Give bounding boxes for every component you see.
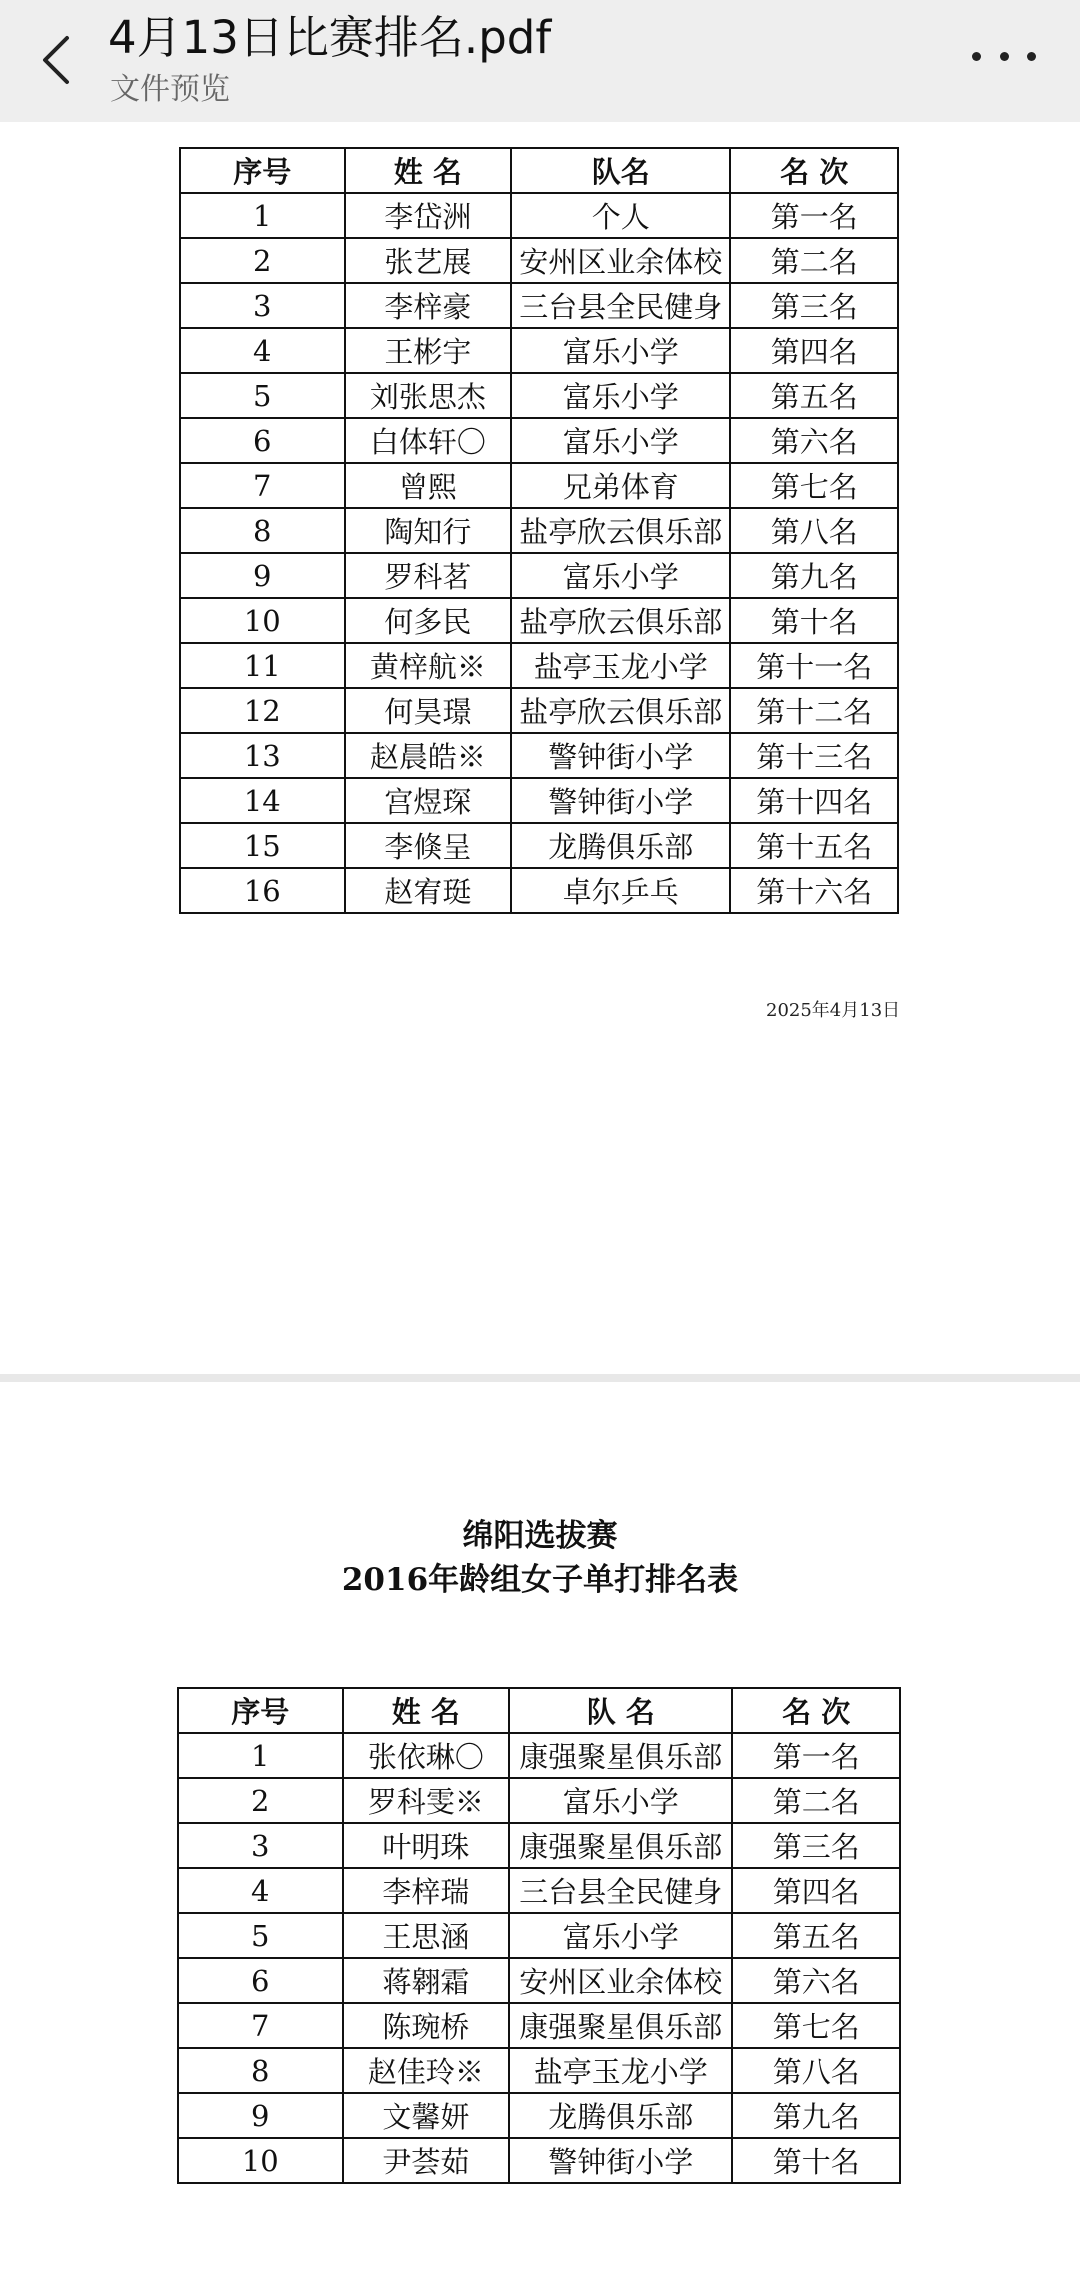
- header-cell: 姓 名: [343, 1688, 510, 1733]
- more-dots-icon: [1000, 52, 1009, 61]
- player-name-cell: 张艺展: [345, 238, 512, 283]
- placement-cell: 第十三名: [730, 733, 898, 778]
- team-name-cell: 富乐小学: [509, 1913, 732, 1958]
- rank-number-cell: 1: [180, 193, 345, 238]
- header-cell: 序号: [178, 1688, 343, 1733]
- table-row: [180, 553, 898, 598]
- rank-number-cell: 4: [178, 1868, 343, 1913]
- team-name-cell: 盐亭欣云俱乐部: [511, 508, 730, 553]
- team-name-cell: 卓尔乒乓: [511, 868, 730, 913]
- more-dots-icon: [1027, 52, 1036, 61]
- rank-number-cell: 3: [180, 283, 345, 328]
- ranking-table-1: [179, 147, 899, 914]
- placement-cell: 第二名: [732, 1778, 900, 1823]
- placement-cell: 第十一名: [730, 643, 898, 688]
- placement-cell: 第十六名: [730, 868, 898, 913]
- placement-cell: 第十五名: [730, 823, 898, 868]
- table-row: [178, 2048, 900, 2093]
- rank-number-cell: 9: [178, 2093, 343, 2138]
- player-name-cell: 刘张思杰: [345, 373, 512, 418]
- team-name-cell: 富乐小学: [511, 418, 730, 463]
- team-name-cell: 安州区业余体校: [511, 238, 730, 283]
- player-name-cell: 白体轩〇: [345, 418, 512, 463]
- rank-number-cell: 11: [180, 643, 345, 688]
- player-name-cell: 何多民: [345, 598, 512, 643]
- table-row: [180, 328, 898, 373]
- rank-number-cell: 7: [180, 463, 345, 508]
- player-name-cell: 陈琬桥: [343, 2003, 510, 2048]
- team-name-cell: 警钟街小学: [511, 778, 730, 823]
- team-name-cell: 盐亭欣云俱乐部: [511, 688, 730, 733]
- rank-number-cell: 15: [180, 823, 345, 868]
- table-row: [178, 2138, 900, 2183]
- rank-number-cell: 10: [180, 598, 345, 643]
- player-name-cell: 黄梓航※: [345, 643, 512, 688]
- table-row: [178, 1778, 900, 1823]
- table-row: [180, 373, 898, 418]
- more-options-button[interactable]: [972, 34, 1036, 78]
- placement-cell: 第四名: [730, 328, 898, 373]
- top-bar: [0, 0, 1080, 122]
- player-name-cell: 张依琳〇: [343, 1733, 510, 1778]
- placement-cell: 第十名: [730, 598, 898, 643]
- player-name-cell: 李梓豪: [345, 283, 512, 328]
- chevron-left-icon: [39, 34, 71, 86]
- rank-number-cell: 3: [178, 1823, 343, 1868]
- placement-cell: 第七名: [732, 2003, 900, 2048]
- file-title: 4月13日比赛排名.pdf: [108, 11, 552, 64]
- rank-number-cell: 4: [180, 328, 345, 373]
- table-row: [180, 778, 898, 823]
- placement-cell: 第四名: [732, 1868, 900, 1913]
- placement-cell: 第五名: [732, 1913, 900, 1958]
- player-name-cell: 尹荟茹: [343, 2138, 510, 2183]
- ranking-table-2: [177, 1687, 901, 2184]
- placement-cell: 第七名: [730, 463, 898, 508]
- rank-number-cell: 14: [180, 778, 345, 823]
- placement-cell: 第八名: [730, 508, 898, 553]
- page2-title: 绵阳选拔赛: [462, 1518, 618, 1554]
- table-row: [180, 733, 898, 778]
- table-row: [178, 2093, 900, 2138]
- rank-number-cell: 10: [178, 2138, 343, 2183]
- placement-cell: 第一名: [730, 193, 898, 238]
- team-name-cell: 三台县全民健身: [511, 283, 730, 328]
- player-name-cell: 李倏呈: [345, 823, 512, 868]
- table-row: [180, 418, 898, 463]
- player-name-cell: 李岱洲: [345, 193, 512, 238]
- team-name-cell: 安州区业余体校: [509, 1958, 732, 2003]
- rank-number-cell: 6: [178, 1958, 343, 2003]
- player-name-cell: 何昊璟: [345, 688, 512, 733]
- placement-cell: 第六名: [730, 418, 898, 463]
- player-name-cell: 文馨妍: [343, 2093, 510, 2138]
- team-name-cell: 个人: [511, 193, 730, 238]
- header-cell: 名 次: [730, 148, 898, 193]
- player-name-cell: 蒋翱霜: [343, 1958, 510, 2003]
- team-name-cell: 兄弟体育: [511, 463, 730, 508]
- placement-cell: 第三名: [732, 1823, 900, 1868]
- rank-number-cell: 12: [180, 688, 345, 733]
- team-name-cell: 龙腾俱乐部: [511, 823, 730, 868]
- placement-cell: 第一名: [732, 1733, 900, 1778]
- team-name-cell: 富乐小学: [511, 373, 730, 418]
- rank-number-cell: 7: [178, 2003, 343, 2048]
- player-name-cell: 赵晨皓※: [345, 733, 512, 778]
- table-row: [178, 2003, 900, 2048]
- table-row: [180, 283, 898, 328]
- table-row: [178, 1823, 900, 1868]
- player-name-cell: 王彬宇: [345, 328, 512, 373]
- rank-number-cell: 8: [180, 508, 345, 553]
- rank-number-cell: 13: [180, 733, 345, 778]
- player-name-cell: 赵宥珽: [345, 868, 512, 913]
- document-date: 2025年4月13日: [766, 1000, 901, 1021]
- team-name-cell: 三台县全民健身: [509, 1868, 732, 1913]
- placement-cell: 第六名: [732, 1958, 900, 2003]
- placement-cell: 第九名: [730, 553, 898, 598]
- table-row: [178, 1868, 900, 1913]
- page2-subtitle: 2016年龄组女子单打排名表: [341, 1562, 739, 1598]
- team-name-cell: 康强聚星俱乐部: [509, 1733, 732, 1778]
- player-name-cell: 陶知行: [345, 508, 512, 553]
- rank-number-cell: 6: [180, 418, 345, 463]
- pdf-page-1: [0, 122, 1080, 1374]
- back-button[interactable]: [30, 30, 80, 90]
- table-row: [180, 463, 898, 508]
- table-row: [180, 508, 898, 553]
- rank-number-cell: 5: [178, 1913, 343, 1958]
- team-name-cell: 康强聚星俱乐部: [509, 2003, 732, 2048]
- player-name-cell: 曾熙: [345, 463, 512, 508]
- table-row: [178, 1733, 900, 1778]
- header-cell: 姓 名: [345, 148, 512, 193]
- player-name-cell: 宫煜琛: [345, 778, 512, 823]
- table-row: [180, 643, 898, 688]
- file-subtitle: 文件预览: [110, 72, 230, 107]
- table-header-row: [178, 1688, 900, 1733]
- pdf-page-2: [0, 1382, 1080, 2283]
- table-row: [180, 688, 898, 733]
- header-cell: 序号: [180, 148, 345, 193]
- player-name-cell: 罗科茗: [345, 553, 512, 598]
- table-row: [180, 598, 898, 643]
- team-name-cell: 警钟街小学: [509, 2138, 732, 2183]
- table-row: [180, 868, 898, 913]
- placement-cell: 第十名: [732, 2138, 900, 2183]
- placement-cell: 第三名: [730, 283, 898, 328]
- rank-number-cell: 16: [180, 868, 345, 913]
- table-row: [180, 193, 898, 238]
- more-dots-icon: [972, 52, 981, 61]
- placement-cell: 第十四名: [730, 778, 898, 823]
- team-name-cell: 盐亭欣云俱乐部: [511, 598, 730, 643]
- rank-number-cell: 2: [178, 1778, 343, 1823]
- table-row: [180, 238, 898, 283]
- table-row: [178, 1913, 900, 1958]
- rank-number-cell: 1: [178, 1733, 343, 1778]
- placement-cell: 第八名: [732, 2048, 900, 2093]
- header-cell: 队名: [511, 148, 730, 193]
- team-name-cell: 盐亭玉龙小学: [511, 643, 730, 688]
- header-cell: 队 名: [509, 1688, 732, 1733]
- team-name-cell: 龙腾俱乐部: [509, 2093, 732, 2138]
- rank-number-cell: 2: [180, 238, 345, 283]
- team-name-cell: 康强聚星俱乐部: [509, 1823, 732, 1868]
- player-name-cell: 李梓瑞: [343, 1868, 510, 1913]
- player-name-cell: 叶明珠: [343, 1823, 510, 1868]
- placement-cell: 第九名: [732, 2093, 900, 2138]
- player-name-cell: 罗科雯※: [343, 1778, 510, 1823]
- rank-number-cell: 8: [178, 2048, 343, 2093]
- player-name-cell: 赵佳玲※: [343, 2048, 510, 2093]
- table-header-row: [180, 148, 898, 193]
- player-name-cell: 王思涵: [343, 1913, 510, 1958]
- placement-cell: 第十二名: [730, 688, 898, 733]
- team-name-cell: 富乐小学: [509, 1778, 732, 1823]
- header-cell: 名 次: [732, 1688, 900, 1733]
- rank-number-cell: 9: [180, 553, 345, 598]
- rank-number-cell: 5: [180, 373, 345, 418]
- team-name-cell: 盐亭玉龙小学: [509, 2048, 732, 2093]
- placement-cell: 第二名: [730, 238, 898, 283]
- team-name-cell: 富乐小学: [511, 328, 730, 373]
- team-name-cell: 富乐小学: [511, 553, 730, 598]
- table-row: [180, 823, 898, 868]
- placement-cell: 第五名: [730, 373, 898, 418]
- table-row: [178, 1958, 900, 2003]
- team-name-cell: 警钟街小学: [511, 733, 730, 778]
